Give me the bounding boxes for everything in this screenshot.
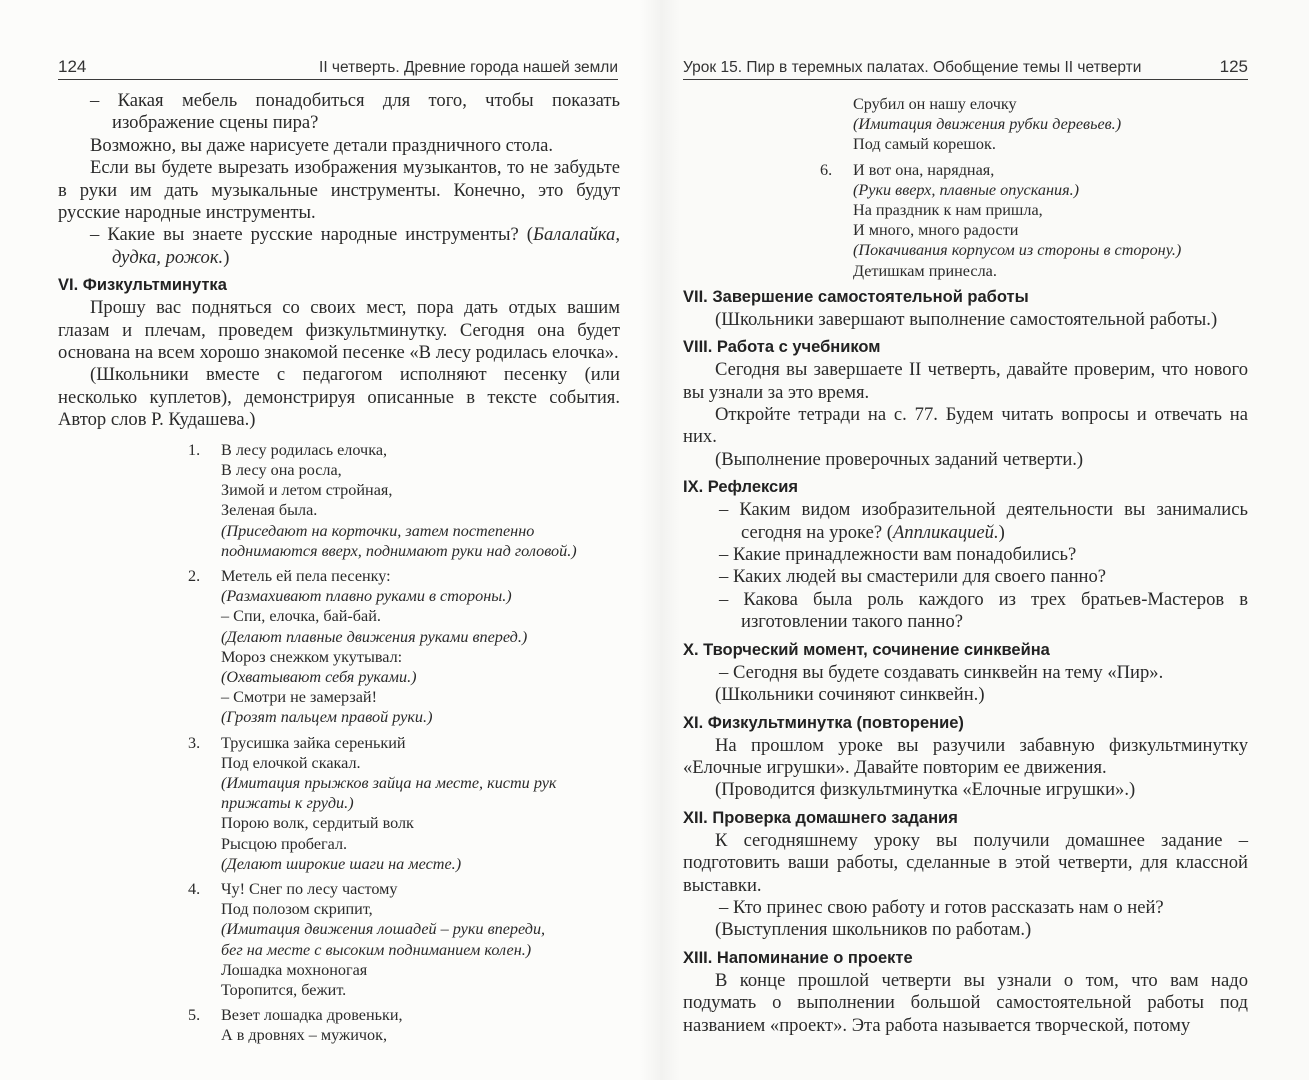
song-verses — [188, 440, 620, 1046]
verse-number: 3. — [188, 733, 201, 752]
stage-direction: (Имитация движения рубки деревьев.) — [853, 115, 1122, 134]
section-heading-vi: VI. Физкультминутка — [58, 276, 227, 295]
song-verses-continued — [820, 94, 1248, 281]
stage-direction: прижаты к груди.) — [221, 794, 354, 813]
verse-stanza — [820, 94, 1248, 155]
reflection-answer-1: Аппликацией. — [892, 521, 999, 543]
verse-line: Срубил он нашу елочку — [853, 95, 1017, 113]
stage-direction: (Размахивают плавно руками в стороны.) — [221, 587, 512, 606]
verse-line: Трусишка зайка серенький — [221, 733, 406, 752]
left-running-title: II четверть. Древние города нашей земли — [319, 59, 618, 76]
section-viii-paragraph-2: Откройте тетради на с. 77. Будем читать вопросы и отвечать на них. — [683, 404, 1248, 448]
stage-direction: (Руки вверх, плавные опускания.) — [853, 180, 1080, 199]
verse-line: Торопится, бежит. — [221, 980, 347, 999]
verse-line: – Спи, елочка, бай-бай. — [221, 607, 381, 626]
stage-direction: поднимаются вверх, поднимают руки над головой.) — [221, 541, 577, 560]
section-vii-paragraph: (Школьники завершают выполнение самостоятельной работы.) — [715, 308, 1218, 330]
verse-line: Везет лошадка дровеньки, — [221, 1006, 403, 1025]
section-vi-paragraph-2: (Школьники вместе с педагогом исполняют песенку (или несколько куплетов), демонстрируя описанные в тексте события. Автор слов Р. Кудашева.) — [58, 364, 620, 431]
verse-number: 5. — [188, 1006, 201, 1025]
section-xi-paragraph-2: (Проводится физкультминутка «Елочные игрушки».) — [715, 779, 1136, 801]
section-vi-paragraph-1: Прошу вас подняться со своих мест, пора дать отдых вашим глазам и плечам, проведем физкультминутку. Сегодня она будет основана на всем хорошо знакомой песенке «В лесу родилась елочка». — [58, 297, 620, 364]
section-heading-vii: VII. Завершение самостоятельной работы — [683, 287, 1029, 306]
left-text-column — [58, 90, 620, 1051]
section-heading-viii: VIII. Работа с учебником — [683, 338, 881, 357]
book-gutter — [640, 0, 680, 1080]
verse-number — [820, 94, 853, 155]
left-running-head — [58, 55, 618, 80]
verse-lines — [221, 566, 620, 728]
verse-lines — [221, 1005, 620, 1045]
verse-line: Чу! Снег по лесу частому — [221, 879, 398, 898]
verse-number: 4. — [188, 879, 201, 898]
paragraph-table-details: Возможно, вы даже нарисуете детали праздничного стола. — [90, 134, 553, 156]
verse-line: Под елочкой скакал. — [221, 753, 361, 772]
verse-line: И много, много радости — [853, 221, 1019, 240]
verse-line: В лесу она росла, — [221, 460, 342, 479]
section-xii-paragraph-1: К сегодняшнему уроку вы получили домашнее задание – подготовить ваши работы, сделанные в этой четверти, для классной выставки. — [683, 829, 1248, 896]
verse-number: 2. — [188, 566, 201, 585]
stage-direction: (Имитация прыжков зайца на месте, кисти рук — [221, 773, 557, 792]
stage-direction: (Охватывают себя руками.) — [221, 667, 417, 686]
right-page-number: 125 — [1219, 57, 1248, 76]
section-xiii-paragraph: В конце прошлой четверти вы узнали о том, что вам надо подумать о выполнении большой самостоятельной работы под названием «проект». Эта работа называется творческой, потому — [683, 969, 1248, 1036]
verse-lines — [221, 879, 620, 1000]
verse-line: Порою волк, сердитый волк — [221, 814, 414, 833]
verse-line: Мороз снежком укутывал: — [221, 647, 403, 666]
verse-line: Метель ей пела песенку: — [221, 566, 391, 585]
verse-stanza — [820, 160, 1248, 281]
right-running-title: Урок 15. Пир в теремных палатах. Обобщение темы II четверти — [683, 59, 1142, 76]
verse-line: В лесу родилась елочка, — [221, 440, 388, 459]
section-xi-paragraph-1: На прошлом уроке вы разучили забавную физкультминутку «Елочные игрушки». Давайте повторим ее движения. — [683, 734, 1248, 778]
paragraph-musicians: Если вы будете вырезать изображения музыкантов, то не забудьте в руки им дать музыкальные инструменты. Конечно, это будут русские народные инструменты. — [58, 157, 620, 224]
verse-line: Лошадка мохноногая — [221, 960, 368, 979]
reflection-question-2: – Какие принадлежности вам понадобились? — [719, 544, 1077, 566]
stage-direction: (Приседают на корточки, затем постепенно — [221, 521, 535, 540]
reflection-question-4: – Какова была роль каждого из трех братьев-Мастеров в изготовлении такого панно? — [719, 588, 1248, 633]
verse-line: Зеленая была. — [221, 501, 318, 520]
verse-stanza — [188, 879, 620, 1000]
right-text-column — [683, 94, 1248, 1037]
section-viii-paragraph-3: (Выполнение проверочных заданий четверти.) — [715, 448, 1084, 470]
verse-line: И вот она, нарядная, — [853, 160, 995, 179]
section-heading-xiii: XIII. Напоминание о проекте — [683, 948, 913, 967]
question-instruments: – Какие вы знаете русские народные инструменты? (Балалайка, дудка, рожок.) — [90, 224, 620, 268]
verse-line: На праздник к нам пришла, — [853, 201, 1043, 220]
verse-line: Детишкам принесла. — [853, 261, 997, 280]
verse-line: Зимой и летом стройная, — [221, 481, 393, 500]
stage-direction: (Делают широкие шаги на месте.) — [221, 854, 462, 873]
stage-direction: (Имитация движения лошадей – руки впереди, — [221, 920, 546, 939]
verse-line: – Смотри не замерзай! — [221, 688, 377, 707]
verse-lines — [853, 160, 1248, 281]
verse-number: 1. — [188, 440, 201, 459]
stage-direction: (Делают плавные движения руками вперед.) — [221, 627, 528, 646]
verse-stanza — [188, 1005, 620, 1045]
question-furniture: – Какая мебель понадобиться для того, чтобы показать изображение сцены пира? — [90, 90, 620, 134]
reflection-question-3: – Каких людей вы смастерили для своего панно? — [719, 566, 1107, 588]
left-page-number: 124 — [58, 57, 87, 76]
section-xii-paragraph-2: (Выступления школьников по работам.) — [715, 919, 1032, 941]
stage-direction: бег на месте с высоким подниманием колен.) — [221, 940, 532, 959]
verse-lines — [853, 94, 1248, 155]
section-xii-question: – Кто принес свою работу и готов рассказать нам о ней? — [719, 896, 1164, 918]
section-heading-x: X. Творческий момент, сочинение синквейна — [683, 640, 1050, 659]
verse-stanza — [188, 733, 620, 874]
section-heading-xii: XII. Проверка домашнего задания — [683, 808, 958, 827]
section-viii-paragraph-1: Сегодня вы завершаете II четверть, давайте проверим, что нового вы узнали за это время. — [683, 359, 1248, 403]
verse-line: Рысцою пробегал. — [221, 834, 348, 853]
stage-direction: (Грозят пальцем правой руки.) — [221, 708, 433, 727]
reflection-question-1: – Каким видом изобразительной деятельности вы занимались сегодня на уроке? (Аппликацией.) — [719, 499, 1248, 543]
verse-stanza — [188, 440, 620, 561]
verse-line: Под полозом скрипит, — [221, 900, 373, 919]
section-heading-ix: IX. Рефлексия — [683, 478, 798, 497]
section-heading-xi: XI. Физкультминутка (повторение) — [683, 713, 964, 732]
verse-line: А в дровнях – мужичок, — [221, 1026, 388, 1045]
verse-stanza — [188, 566, 620, 728]
section-x-question: – Сегодня вы будете создавать синквейн на тему «Пир». — [719, 661, 1164, 683]
section-x-paragraph: (Школьники сочиняют синквейн.) — [715, 684, 985, 706]
verse-lines — [221, 733, 620, 874]
verse-lines — [221, 440, 620, 561]
verse-number: 6. — [820, 160, 833, 179]
right-running-head — [683, 55, 1248, 80]
stage-direction: (Покачивания корпусом из стороны в сторону.) — [853, 241, 1182, 260]
verse-line: Под самый корешок. — [853, 135, 996, 154]
answer-instruments: Балалайка, дудка, рожок. — [112, 224, 620, 268]
